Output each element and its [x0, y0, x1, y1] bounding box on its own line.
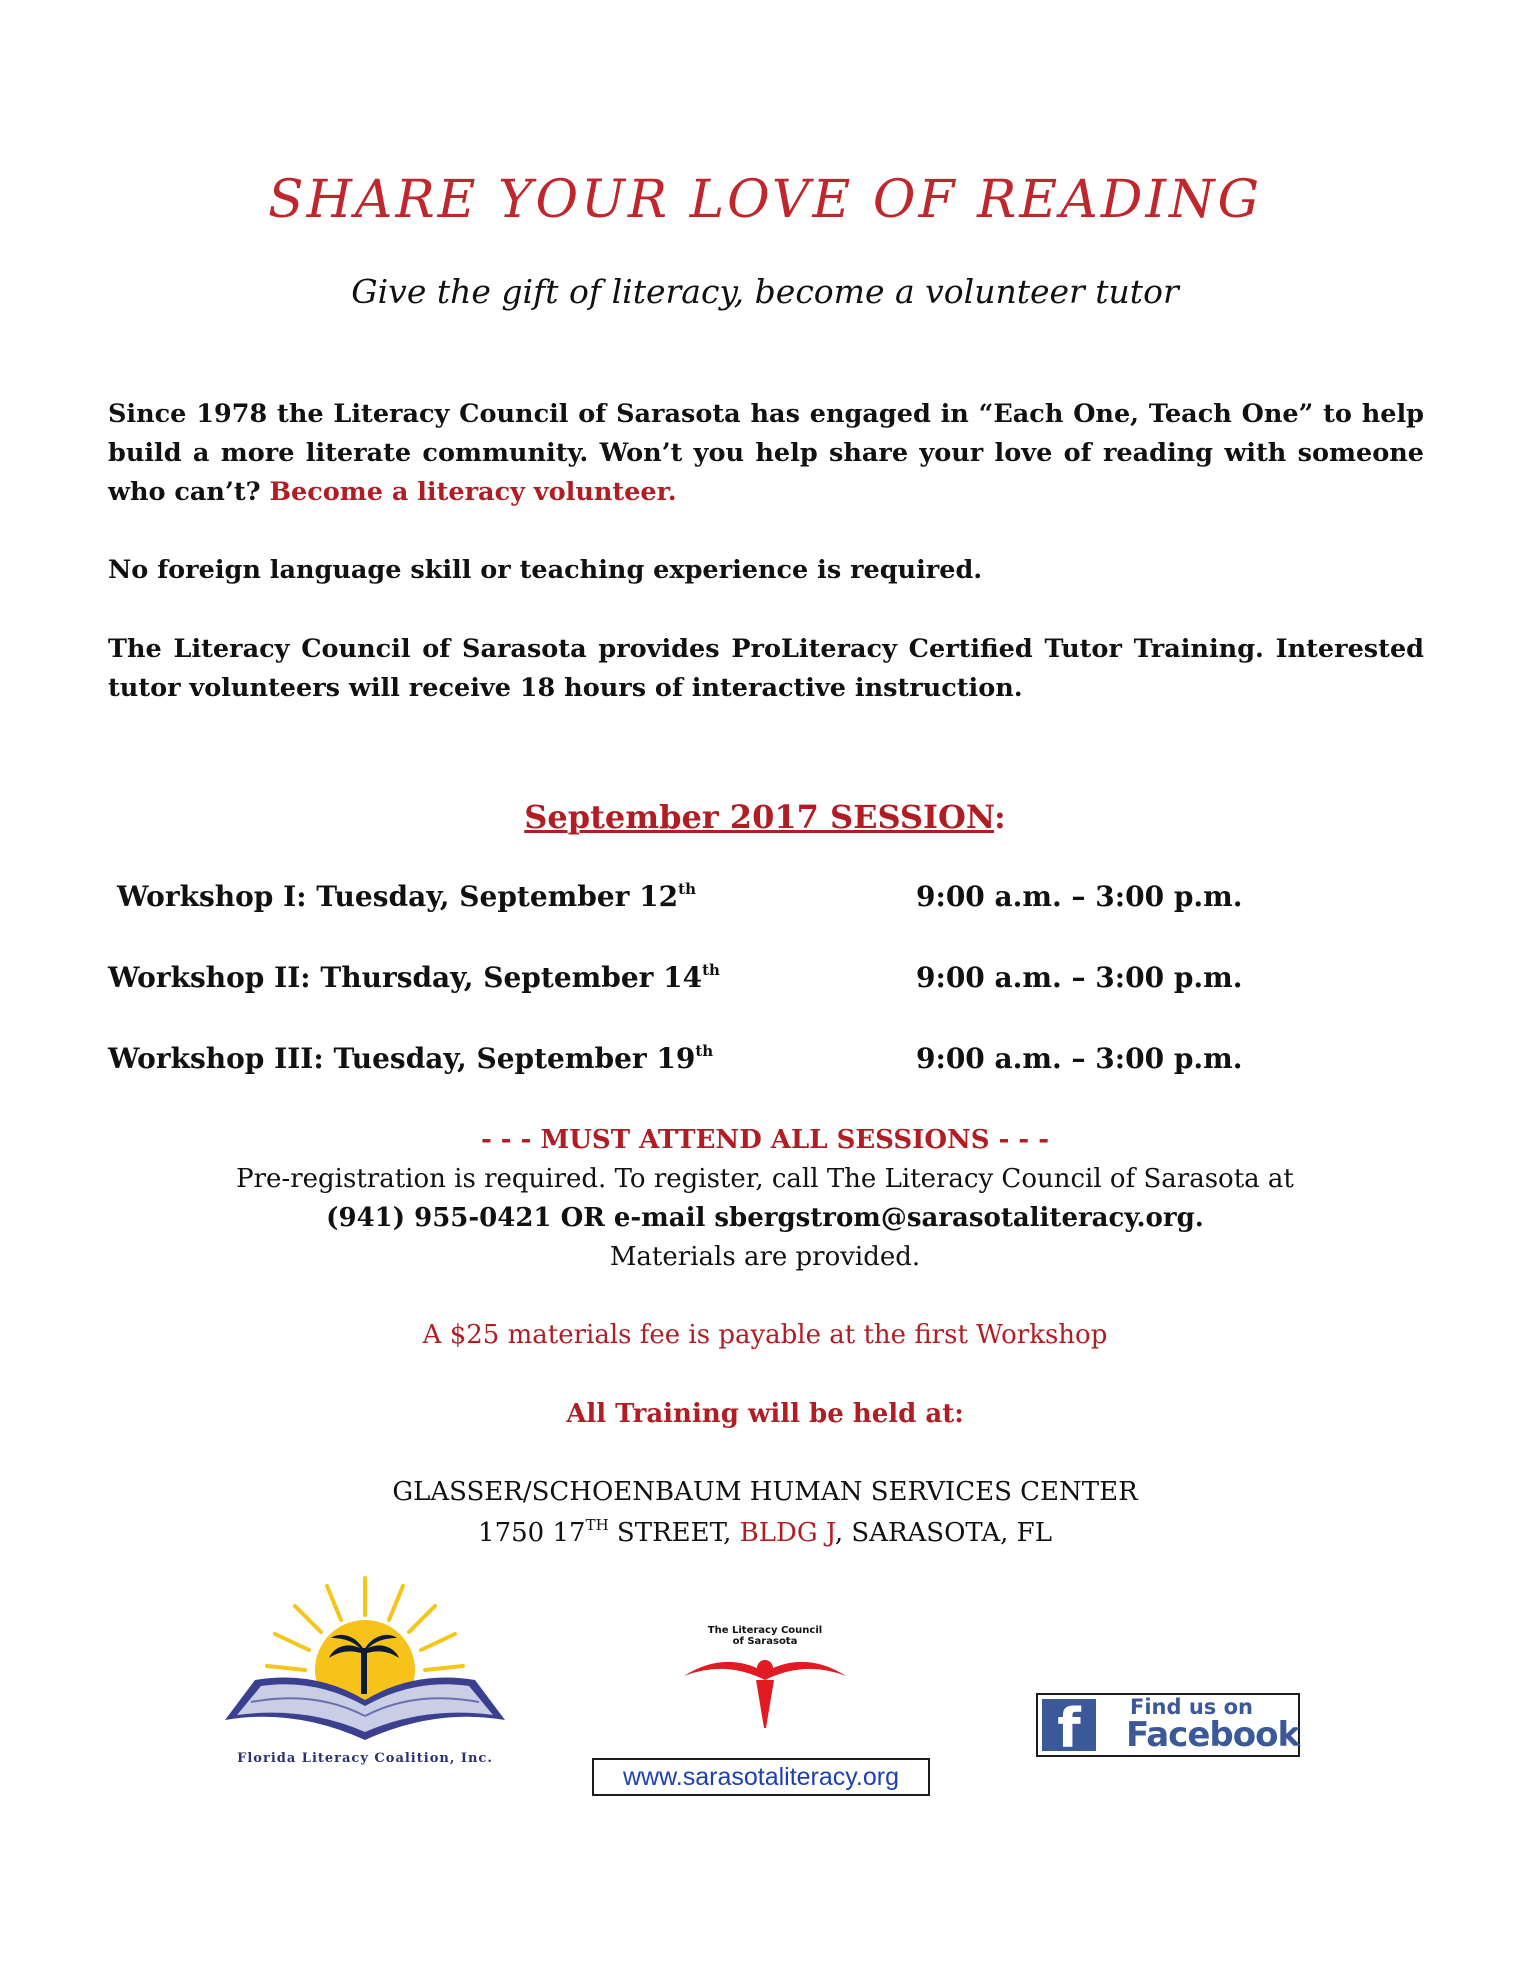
intro-text: Since 1978 the Literacy Council of Sarasota has engaged in “Each One, Teach One” to help build a more literate community. Won’t you help share your love of reading with someone who can’t? [108, 399, 1424, 507]
ordinal-suffix: th [695, 1042, 714, 1060]
workshop-date: Workshop II: Thursday, September 14 [108, 961, 703, 994]
facebook-name-text: Facebook [1126, 1715, 1300, 1755]
literacy-council-sarasota-logo [680, 1620, 850, 1730]
figure-icon [684, 1660, 846, 1728]
intro-paragraph [108, 395, 1424, 512]
requirements-paragraph: No foreign language skill or teaching experience is required. [108, 555, 983, 585]
workshop-row [108, 880, 1424, 924]
materials-note: Materials are provided. [609, 1242, 921, 1272]
street-name: STREET, [608, 1518, 740, 1548]
website-link[interactable]: www.sarasotaliteracy.org [592, 1758, 930, 1796]
facebook-find-text: Find us on [1130, 1695, 1253, 1719]
lcs-logo-line2: of Sarasota [732, 1636, 798, 1647]
must-attend-notice: - - - MUST ATTEND ALL SESSIONS - - - [480, 1125, 1050, 1155]
preregistration-text: Pre-registration is required. To register, call The Literacy Council of Sarasota at [236, 1164, 1294, 1194]
workshop-time: 9:00 a.m. – 3:00 p.m. [916, 961, 1243, 994]
location-heading: All Training will be held at: [566, 1399, 964, 1429]
facebook-f-icon: f [1042, 1699, 1096, 1751]
city-state: , SARASOTA, FL [834, 1518, 1052, 1548]
facebook-badge[interactable] [1036, 1693, 1300, 1757]
training-paragraph: The Literacy Council of Sarasota provides ProLiteracy Certified Tutor Training. Interested tutor volunteers will receive 18 hours of interactive instruction. [108, 634, 1424, 703]
florida-literacy-coalition-logo [215, 1570, 515, 1770]
workshop-time: 9:00 a.m. – 3:00 p.m. [916, 880, 1243, 913]
page-title: SHARE YOUR LOVE OF READING [267, 170, 1263, 230]
workshop-label [108, 961, 720, 994]
building-label: BLDG J [739, 1518, 835, 1548]
lcs-logo-line1: The Literacy Council [707, 1625, 823, 1636]
street-number: 1750 17 [478, 1518, 586, 1548]
workshop-label [117, 880, 696, 913]
workshop-row [108, 961, 1424, 1005]
ordinal-suffix: TH [585, 1516, 609, 1534]
volunteer-callout: Become a literacy volunteer. [269, 477, 677, 507]
location-name: GLASSER/SCHOENBAUM HUMAN SERVICES CENTER [392, 1477, 1138, 1507]
session-heading [0, 798, 1530, 836]
workshop-date: Workshop III: Tuesday, September 19 [108, 1042, 696, 1075]
contact-info: (941) 955-0421 OR e-mail sbergstrom@sarasotaliteracy.org. [326, 1203, 1204, 1233]
location-address [0, 1516, 1530, 1548]
flc-logo-text: Florida Literacy Coalition, Inc. [237, 1751, 493, 1766]
session-heading-colon: : [993, 798, 1006, 836]
session-heading-text: September 2017 SESSION [524, 798, 994, 836]
workshop-date: Workshop I: Tuesday, September 12 [117, 880, 679, 913]
workshop-time: 9:00 a.m. – 3:00 p.m. [916, 1042, 1243, 1075]
ordinal-suffix: th [702, 961, 720, 979]
page-subtitle: Give the gift of literacy, become a volunteer tutor [351, 272, 1179, 311]
materials-fee-note: A $25 materials fee is payable at the first Workshop [422, 1320, 1108, 1350]
workshop-row [108, 1042, 1424, 1086]
ordinal-suffix: th [678, 880, 696, 898]
workshop-label [108, 1042, 713, 1075]
